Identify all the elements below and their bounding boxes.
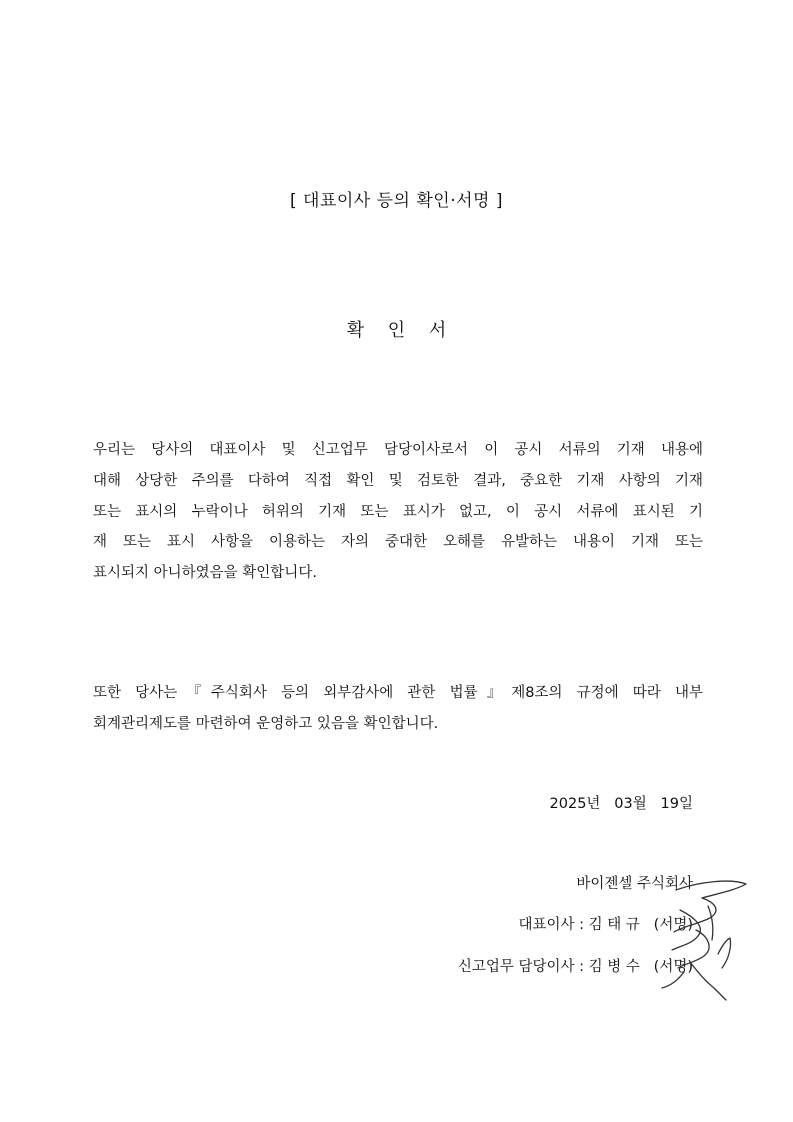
paragraph-line: 우리는 당사의 대표이사 및 신고업무 담당이사로서 이 공시 서류의 기재 내용에: [93, 442, 703, 458]
confirmation-paragraph: [93, 435, 703, 589]
paragraph-line: 또한 당사는『주식회사 등의 외부감사에 관한 법률』제8조의 규정에 따라 내부: [93, 685, 703, 701]
document-date: 2025년 03월 19일: [549, 796, 693, 812]
internal-control-paragraph: [93, 678, 703, 740]
disclosure-officer-signatory: 신고업무 담당이사 : 김 병 수 (서명): [457, 959, 693, 975]
paragraph-line: 재 또는 표시 사항을 이용하는 자의 중대한 오해를 유발하는 내용이 기재 또는: [93, 534, 703, 551]
paragraph-line: 또는 표시의 누락이나 허위의 기재 또는 표시가 없고, 이 공시 서류에 표시된 기: [93, 503, 703, 520]
page-heading: [ 대표이사 등의 확인·서명 ]: [289, 191, 503, 211]
paragraph-line: 표시되지 아니하였음을 확인합니다.: [93, 565, 317, 582]
ceo-signatory: 대표이사 : 김 태 규 (서명): [518, 917, 693, 933]
paragraph-line: 대해 상당한 주의를 다하여 직접 확인 및 검토한 결과, 중요한 기재 사항의 기재: [93, 472, 703, 489]
document-title: 확 인 서: [346, 320, 456, 341]
paragraph-line: 회계관리제도를 마련하여 운영하고 있음을 확인합니다.: [93, 715, 439, 732]
company-name: 바이젠셀 주식회사: [576, 876, 693, 892]
handwritten-signature: [618, 876, 758, 1006]
